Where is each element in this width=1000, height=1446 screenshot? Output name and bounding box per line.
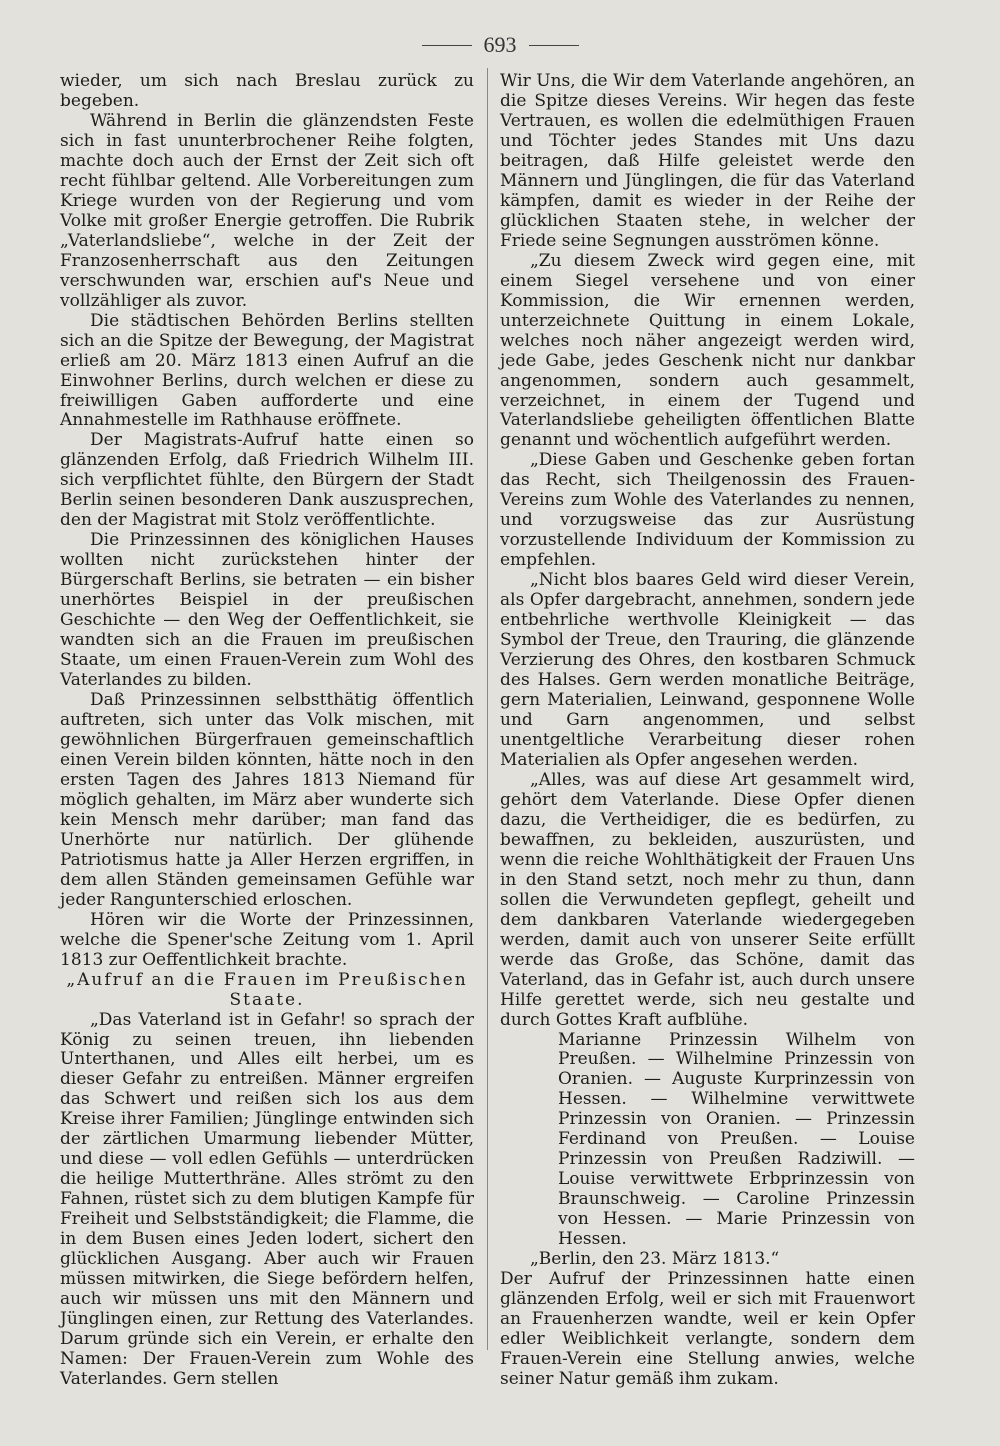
paragraph: Daß Prinzessinnen selbstthätig öffentlich auftreten, sich unter das Volk mischen, mit gewöhnlichen Bürgerfrauen gemeinschaftlich einen Verein bilden könnten, hätte noch in den ersten Tagen des Jahres 1813 Niemand für möglich gehalten, im März aber wunderte sich kein Mensch mehr darüber; man fand das Unerhörte nur natürlich. Der glühende Patriotismus hatte ja Aller Herzen ergriffen, in dem allen Ständen gemeinsamen Gefühle war jeder Rangunterschied erloschen. xyxy=(60,690,474,910)
paragraph: Die Prinzessinnen des königlichen Hauses wollten nicht zurückstehen hinter der Bürgerschaft Berlins, sie betraten — ein bisher unerhörtes Beispiel in der preußischen Geschichte — den Weg der Oeffentlichkeit, sie wandten sich an die Frauen im preußischen Staate, um einen Frauen-Verein zum Wohl des Vaterlandes zu bilden. xyxy=(60,530,474,691)
place-date: „Berlin, den 23. März 1813.“ xyxy=(530,1249,780,1270)
paragraph: „Nicht blos baares Geld wird dieser Verein, als Opfer dargebracht, annehmen, sondern jede entbehrliche werthvolle Kleinigkeit — das Symbol der Treue, den Trauring, die glänzende Verzierung des Ohres, den kostbaren Schmuck des Halses. Gern werden monatliche Beiträge, gern Materialien, Leinwand, gesponnene Wolle und Garn angenommen, und selbst unentgeltliche Verarbeitung dieser rohen Materialien als Opfer angesehen werden. xyxy=(500,570,915,770)
signatures-block: Marianne Prinzessin Wilhelm von Preußen. — Wilhelmine Prinzessin von Oranien. — Auguste Kurprinzessin von Hessen. — Wilhelmine verwittwete Prinzessin von Oranien. — Prinzessin Ferdinand von Preußen. — Louise Prinzessin von Preußen Radziwill. — Louise verwittwete Erbprinzessin von Braunschweig. — Caroline Prinzessin von Hessen. — Marie Prinzessin von Hessen. xyxy=(558,1029,915,1250)
paragraph: Hören wir die Worte der Prinzessinnen, welche die Spener'sche Zeitung vom 1. April 1813 zur Oeffentlichkeit brachte. xyxy=(60,909,474,970)
paragraph: Die städtischen Behörden Berlins stellten sich an die Spitze der Bewegung, der Magistrat erließ am 20. März 1813 einen Aufruf an die Einwohner Berlins, durch welchen er diese zu freiwilligen Gaben aufforderte und eine Annahmestelle im Rathhause eröffnete. xyxy=(60,310,474,431)
paragraph: „Zu diesem Zweck wird gegen eine, mit einem Siegel versehene und von einer Kommission, die Wir ernennen werden, unterzeichnete Quittung in einem Lokale, welches noch näher angezeigt werden wird, jede Gabe, jedes Geschenk nicht nur dankbar angenommen, sondern auch gesammelt, verzeichnet, in einem der Tugend und Vaterlandsliebe geheiligten öffentlichen Blatte genannt und wöchentlich aufgeführt werden. xyxy=(500,250,915,451)
paragraph: wieder, um sich nach Breslau zurück zu begeben. xyxy=(60,71,474,111)
closing-paragraph: Der Aufruf der Prinzessinnen hatte einen glänzenden Erfolg, weil er sich mit Frauenwort an Frauenherzen wandte, weil er kein Opfer edler Weiblichkeit verlangte, sondern dem Frauen-Verein eine Stellung anwies, welche seiner Natur gemäß ihm zukam. xyxy=(500,1269,915,1389)
paragraph: Der Magistrats-Aufruf hatte einen so glänzenden Erfolg, daß Friedrich Wilhelm III. sich verpflichtet fühlte, den Bürgern der Stadt Berlin seinen besonderen Dank auszusprechen, den der Magistrat mit Stolz veröffentlichte. xyxy=(60,430,474,531)
paragraph: Während in Berlin die glänzendsten Feste sich in fast ununterbrochener Reihe folgten, machte doch auch der Ernst der Zeit sich oft recht fühlbar geltend. Alle Vorbereitungen zum Kriege wurden von der Regierung und vom Volke mit großer Energie getroffen. Die Rubrik „Vaterlandsliebe“, welche in der Zeit der Franzosenherrschaft aus den Zeitungen verschwunden war, erschien auf's Neue und vollzähliger als zuvor. xyxy=(60,110,474,311)
left-column xyxy=(60,72,474,1390)
appeal-title: „Aufruf an die Frauen im Preußischen Staate. xyxy=(66,969,468,1010)
paragraph: „Alles, was auf diese Art gesammelt wird, gehört dem Vaterlande. Diese Opfer dienen dazu, die Vertheidiger, die es bedürfen, zu bewaffnen, zu bekleiden, auszurüsten, und wenn die reiche Wohlthätigkeit der Frauen Uns in den Stand setzt, noch mehr zu thun, dann sollen die Verwundeten gepflegt, geheilt und dem dankbaren Vaterlande wiedergegeben werden, damit auch von unserer Seite erfüllt werde das Große, das Schöne, damit das Vaterland, das in Gefahr ist, auch durch unsere Hilfe gerettet werde, sich neu gestalte und durch Gottes Kraft aufblühe. xyxy=(500,769,915,1030)
appeal-paragraph: „Das Vaterland ist in Gefahr! so sprach der König zu seinen treuen, ihn liebenden Unterthanen, und Alles eilt herbei, um es dieser Gefahr zu entreißen. Männer ergreifen das Schwert und reißen sich los aus dem Kreise ihrer Familien; Jünglinge entwinden sich der zärtlichen Umarmung liebender Mütter, und diese — voll edlen Gefühls — unterdrücken die heilige Mutterthräne. Alles strömt zu den Fahnen, rüstet sich zu dem blutigen Kampfe für Freiheit und Selbstständigkeit; die Flamme, die in dem Busen eines Jeden lodert, sichert den glücklichen Ausgang. Aber auch wir Frauen müssen mitwirken, die Siege befördern helfen, auch wir müssen uns mit den Männern und Jünglingen einen, zur Rettung des Vaterlandes. Darum gründe sich ein Verein, er erhalte den Namen: Der Frauen-Verein zum Wohle des Vaterlandes. Gern stellen xyxy=(60,1009,474,1389)
column-divider xyxy=(487,68,488,1350)
header-rule-right xyxy=(529,45,579,46)
page-header xyxy=(0,32,1000,58)
paragraph: Wir Uns, die Wir dem Vaterlande angehören, an die Spitze dieses Vereins. Wir hegen das feste Vertrauen, es wollen die edelmüthigen Frauen und Töchter jedes Standes mit Uns dazu beitragen, daß Hilfe geleistet werde den Männern und Jünglingen, die für das Vaterland kämpfen, damit es wieder in der Reihe der glücklichen Staaten stehe, in welcher der Friede seine Segnungen ausströmen könne. xyxy=(500,71,915,251)
paragraph: „Diese Gaben und Geschenke geben fortan das Recht, sich Theilgenossin des Frauen-Vereins zum Wohle des Vaterlandes zu nennen, und vorzugsweise das zur Ausrüstung vorzustellende Individuum der Kommission zu empfehlen. xyxy=(500,450,915,571)
page-number: 693 xyxy=(483,32,517,57)
header-rule-left xyxy=(422,45,472,46)
right-column xyxy=(500,72,915,1390)
